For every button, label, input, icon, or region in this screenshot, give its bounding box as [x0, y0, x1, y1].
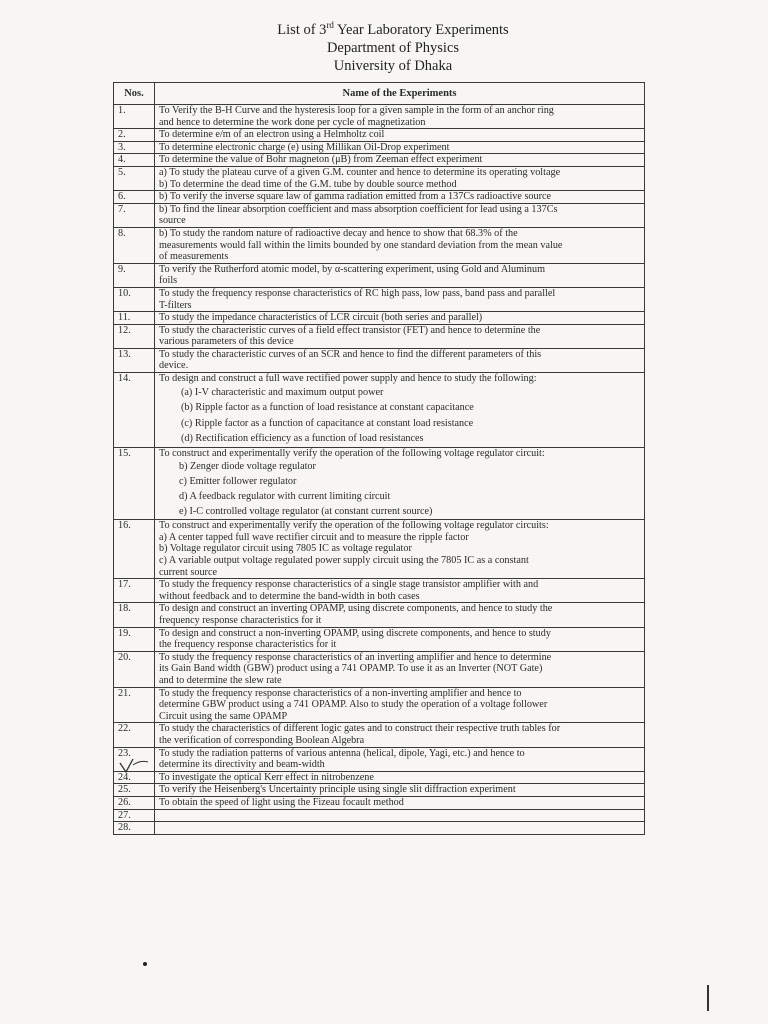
table-row	[114, 771, 645, 784]
row-experiment	[155, 771, 645, 784]
row-experiment	[155, 141, 645, 154]
table-row	[114, 227, 645, 263]
table-row	[114, 651, 645, 687]
table-row	[114, 784, 645, 797]
row-line: a) A center tapped full wave rectifier circuit and to measure the ripple factor	[159, 531, 469, 543]
row-experiment	[155, 263, 645, 287]
table-row	[114, 348, 645, 372]
row-experiment	[155, 627, 645, 651]
table-row	[114, 166, 645, 190]
row-number: 6.	[114, 191, 155, 204]
row-number: 21.	[114, 687, 155, 723]
row-line: determine its directivity and beam-width	[159, 759, 325, 771]
row-line: b) To verify the inverse square law of gamma radiation emitted from a 137Cs radioactive source	[159, 191, 552, 203]
row-experiment	[155, 687, 645, 723]
row-line: the frequency response characteristics for it	[159, 639, 337, 651]
row-line: c) A variable output voltage regulated power supply circuit using the 7805 IC as a constant	[159, 555, 529, 567]
row-line: foils	[159, 275, 178, 287]
row-line: To study the impedance characteristics of LCR circuit (both series and parallel)	[159, 312, 483, 324]
row-line: To Verify the B-H Curve and the hysteresis loop for a given sample in the form of an anchor ring	[159, 105, 554, 116]
row-number: 23.	[114, 747, 155, 771]
row-experiment	[155, 287, 645, 311]
row-line: b) To find the linear absorption coefficient and mass absorption coefficient for lead using a 137Cs	[159, 203, 558, 215]
row-subitem: c) Emitter follower regulator	[179, 476, 297, 488]
row-number: 2.	[114, 129, 155, 142]
row-number: 12.	[114, 324, 155, 348]
row-subitem: (d) Rectification efficiency as a function of load resistances	[181, 433, 424, 445]
row-subitem: e) I-C controlled voltage regulator (at constant current source)	[179, 506, 433, 518]
row-number: 25.	[114, 784, 155, 797]
table-row	[114, 129, 645, 142]
row-line: To study the characteristic curves of a field effect transistor (FET) and hence to determine the	[159, 324, 541, 336]
row-line: a) To study the plateau curve of a given G.M. counter and hence to determine its operating voltage	[159, 166, 561, 178]
header-university: University of Dhaka	[333, 57, 453, 74]
table-row	[114, 373, 645, 448]
handwritten-tick-mark	[118, 757, 152, 773]
row-line: device.	[159, 360, 189, 372]
row-experiment	[155, 227, 645, 263]
row-number: 9.	[114, 263, 155, 287]
row-line: of measurements	[159, 251, 229, 263]
row-experiment	[155, 784, 645, 797]
row-line: To design and construct a full wave rectified power supply and hence to study the following:	[159, 373, 537, 385]
table-row	[114, 447, 645, 520]
row-number: 28.	[114, 822, 155, 835]
row-line: b) To study the random nature of radioactive decay and hence to show that 68.3% of the	[159, 227, 518, 239]
table-row	[114, 287, 645, 311]
row-line: To study the characteristics of different logic gates and to construct their respective truth tables for	[159, 723, 561, 735]
row-subitem: (b) Ripple factor as a function of load resistance at constant capacitance	[181, 402, 474, 414]
row-line: frequency response characteristics for it	[159, 615, 322, 626]
table-row	[114, 723, 645, 747]
row-number: 20.	[114, 651, 155, 687]
row-line: To obtain the speed of light using the Fizeau focault method	[159, 796, 404, 808]
row-line: To study the frequency response characteristics of an inverting amplifier and hence to determine	[159, 651, 552, 663]
table-row	[114, 203, 645, 227]
table-row	[114, 603, 645, 627]
row-experiment	[155, 203, 645, 227]
row-line: T-filters	[159, 299, 192, 311]
row-line: To determine e/m of an electron using a Helmholtz coil	[159, 129, 385, 141]
row-number: 16.	[114, 520, 155, 579]
table-row	[114, 141, 645, 154]
row-line: determine GBW product using a 741 OPAMP. Also to study the operation of a voltage follower	[159, 699, 548, 711]
row-number: 24.	[114, 771, 155, 784]
row-line: measurements would fall within the limits bounded by one standard deviation from the mean value	[159, 239, 563, 251]
margin-mark	[707, 985, 709, 1011]
row-line: To investigate the optical Kerr effect in nitrobenzene	[159, 771, 374, 783]
table-row	[114, 324, 645, 348]
table-row	[114, 312, 645, 325]
row-experiment	[155, 822, 645, 835]
row-number: 26.	[114, 796, 155, 809]
table-row	[114, 627, 645, 651]
row-experiment	[155, 312, 645, 325]
row-number: 13.	[114, 348, 155, 372]
row-line: To study the frequency response characteristics of a non-inverting amplifier and hence to	[159, 687, 522, 699]
table-row	[114, 809, 645, 822]
table-row	[114, 105, 645, 129]
column-header-nos: Nos.	[114, 83, 155, 105]
row-line	[159, 822, 640, 834]
row-number: 19.	[114, 627, 155, 651]
row-number: 27.	[114, 809, 155, 822]
row-experiment	[155, 191, 645, 204]
table-row	[114, 579, 645, 603]
row-number: 11.	[114, 312, 155, 325]
row-line	[159, 810, 640, 822]
row-number: 8.	[114, 227, 155, 263]
document-header	[0, 16, 768, 75]
row-line: b) Voltage regulator circuit using 7805 IC as voltage regulator	[159, 543, 412, 555]
experiments-table	[113, 82, 645, 835]
row-experiment	[155, 129, 645, 142]
row-line: To study the frequency response characteristics of RC high pass, low pass, band pass and parallel	[159, 287, 556, 299]
row-line: without feedback and to determine the band-width in both cases	[159, 590, 420, 602]
row-line: To study the radiation patterns of various antenna (helical, dipole, Yagi, etc.) and hence to	[159, 747, 525, 759]
row-experiment	[155, 105, 645, 129]
row-line: and to determine the slew rate	[159, 674, 282, 686]
row-experiment	[155, 324, 645, 348]
row-experiment	[155, 723, 645, 747]
row-experiment	[155, 166, 645, 190]
row-experiment	[155, 373, 645, 448]
row-subitem: b) Zenger diode voltage regulator	[179, 461, 316, 473]
row-number: 14.	[114, 373, 155, 448]
row-subitem: d) A feedback regulator with current limiting circuit	[179, 491, 391, 503]
row-line: and hence to determine the work done per cycle of magnetization	[159, 116, 426, 128]
row-number: 18.	[114, 603, 155, 627]
row-experiment	[155, 154, 645, 167]
row-line: To study the frequency response characteristics of a single stage transistor amplifier with and	[159, 579, 539, 591]
row-experiment	[155, 809, 645, 822]
row-line: Circuit using the same OPAMP	[159, 710, 288, 722]
row-number: 22.	[114, 723, 155, 747]
row-experiment	[155, 747, 645, 771]
row-number: 3.	[114, 141, 155, 154]
row-line: various parameters of this device	[159, 336, 294, 348]
table-row	[114, 747, 645, 771]
row-line: To construct and experimentally verify the operation of the following voltage regulator circuits:	[159, 520, 549, 532]
row-experiment	[155, 579, 645, 603]
row-line: To determine the value of Bohr magneton (μB) from Zeeman effect experiment	[159, 154, 483, 166]
row-line: To construct and experimentally verify the operation of the following voltage regulator circuit:	[159, 447, 545, 459]
row-number: 10.	[114, 287, 155, 311]
table-row	[114, 263, 645, 287]
row-experiment	[155, 447, 645, 520]
row-line: current source	[159, 566, 217, 578]
row-experiment	[155, 796, 645, 809]
row-line: To verify the Heisenberg's Uncertainty principle using single slit diffraction experiment	[159, 784, 516, 796]
row-subitem: (a) I-V characteristic and maximum output power	[181, 386, 384, 398]
row-line: To determine electronic charge (e) using Millikan Oil-Drop experiment	[159, 141, 450, 153]
row-line: source	[159, 215, 186, 227]
row-experiment	[155, 651, 645, 687]
row-line: b) To determine the dead time of the G.M. tube by double source method	[159, 178, 457, 190]
row-number: 15.	[114, 447, 155, 520]
table-row	[114, 154, 645, 167]
table-row	[114, 191, 645, 204]
row-experiment	[155, 348, 645, 372]
row-line: the verification of corresponding Boolean Algebra	[159, 734, 365, 746]
row-line: its Gain Band width (GBW) product using a 741 OPAMP. To use it as an Inverter (NOT Gate)	[159, 663, 543, 675]
row-subitem: (c) Ripple factor as a function of capacitance at constant load resistance	[181, 417, 474, 429]
header-department: Department of Physics	[326, 39, 460, 56]
row-number: 7.	[114, 203, 155, 227]
row-line: To verify the Rutherford atomic model, by α-scattering experiment, using Gold and Aluminum	[159, 263, 546, 275]
table-row	[114, 520, 645, 579]
row-number: 1.	[114, 105, 155, 129]
row-line: To study the characteristic curves of an SCR and hence to find the different parameters of this	[159, 348, 542, 360]
table-row	[114, 796, 645, 809]
row-number: 5.	[114, 166, 155, 190]
column-header-name: Name of the Experiments	[155, 83, 645, 105]
row-experiment	[155, 520, 645, 579]
table-row	[114, 687, 645, 723]
ink-dot	[143, 962, 147, 966]
row-number: 17.	[114, 579, 155, 603]
row-line: To design and construct a non-inverting OPAMP, using discrete components, and hence to study	[159, 627, 551, 639]
row-number: 4.	[114, 154, 155, 167]
row-line: To design and construct an inverting OPAMP, using discrete components, and hence to study the	[159, 603, 553, 615]
header-title: List of 3rd Year Laboratory Experiments	[277, 20, 509, 38]
table-header-row	[114, 83, 645, 105]
table-row	[114, 822, 645, 835]
row-experiment	[155, 603, 645, 627]
